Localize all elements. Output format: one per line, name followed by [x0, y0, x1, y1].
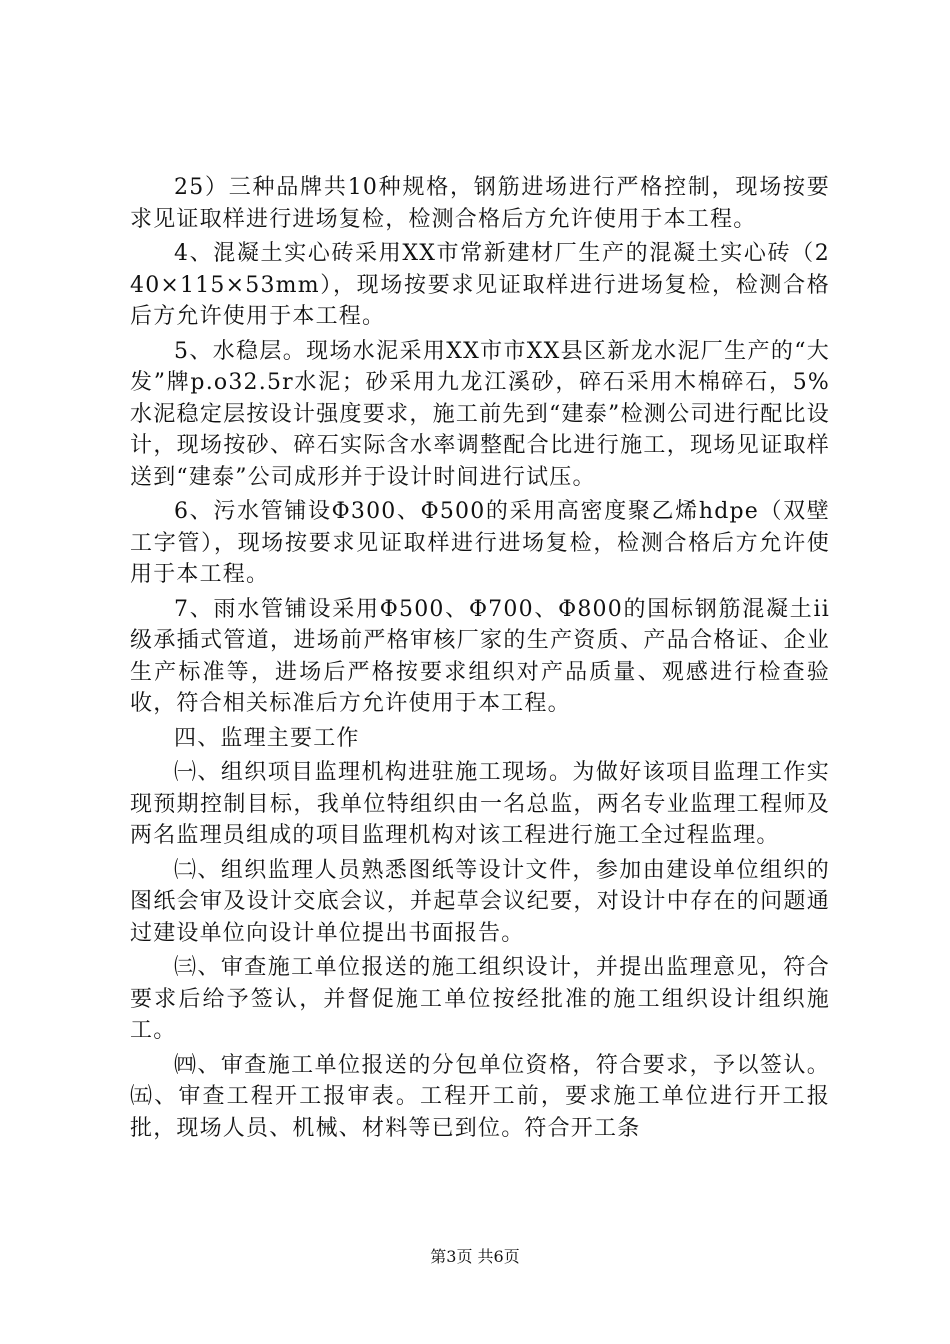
paragraph: 25）三种品牌共10种规格，钢筋进场进行严格控制，现场按要求见证取样进行进场复检，检测合格后方允许使用于本工程。: [130, 175, 830, 232]
paragraph: ㈡、组织监理人员熟悉图纸等设计文件，参加由建设单位组织的图纸会审及设计交底会议，并起草会议纪要，对设计中存在的问题通过建设单位向设计单位提出书面报告。: [130, 857, 830, 946]
paragraph: ㈠、组织项目监理机构进驻施工现场。为做好该项目监理工作实现预期控制目标，我单位特组织由一名总监，两名专业监理工程师及两名监理员组成的项目监理机构对该工程进行施工全过程监理。: [130, 760, 830, 848]
paragraph: 7、雨水管铺设采用Φ500、Φ700、Φ800的国标钢筋混凝土ii级承插式管道，进场前严格审核厂家的生产资质、产品合格证、企业生产标准等，进场后严格按要求组织对产品质量、观感进行检查验收，符合相关标准后方允许使用于本工程。: [130, 596, 830, 716]
paragraph: 6、污水管铺设Φ300、Φ500的采用高密度聚乙烯hdpe（双壁工字管），现场按要求见证取样进行进场复检，检测合格后方允许使用于本工程。: [130, 499, 830, 587]
paragraph: 5、水稳层。现场水泥采用XX市市XX县区新龙水泥厂生产的“大发”牌p.o32.5r水泥；砂采用九龙江溪砂，碎石采用木棉碎石，5%水泥稳定层按设计强度要求，施工前先到“建泰”检测公司进行配比设计，现场按砂、碎石实际含水率调整配合比进行施工，现场见证取样送到“建泰”公司成形并于设计时间进行试压。: [130, 338, 830, 490]
paragraph: ㈢、审查施工单位报送的施工组织设计，并提出监理意见，符合要求后给予签认，并督促施工单位按经批准的施工组织设计组织施工。: [130, 955, 830, 1043]
section-heading: 四、监理主要工作: [174, 725, 360, 751]
page-number-footer: 第3页 共6页: [430, 1247, 520, 1266]
paragraph: ㈣、审查施工单位报送的分包单位资格，符合要求，予以签认。㈤、审查工程开工报审表。工程开工前，要求施工单位进行开工报批，现场人员、机械、材料等已到位。符合开工条: [130, 1052, 830, 1141]
document-body: [130, 172, 830, 1147]
paragraph: 4、混凝土实心砖采用XX市常新建材厂生产的混凝土实心砖（240×115×53mm），现场按要求见证取样进行进场复检，检测合格后方允许使用于本工程。: [130, 241, 830, 329]
